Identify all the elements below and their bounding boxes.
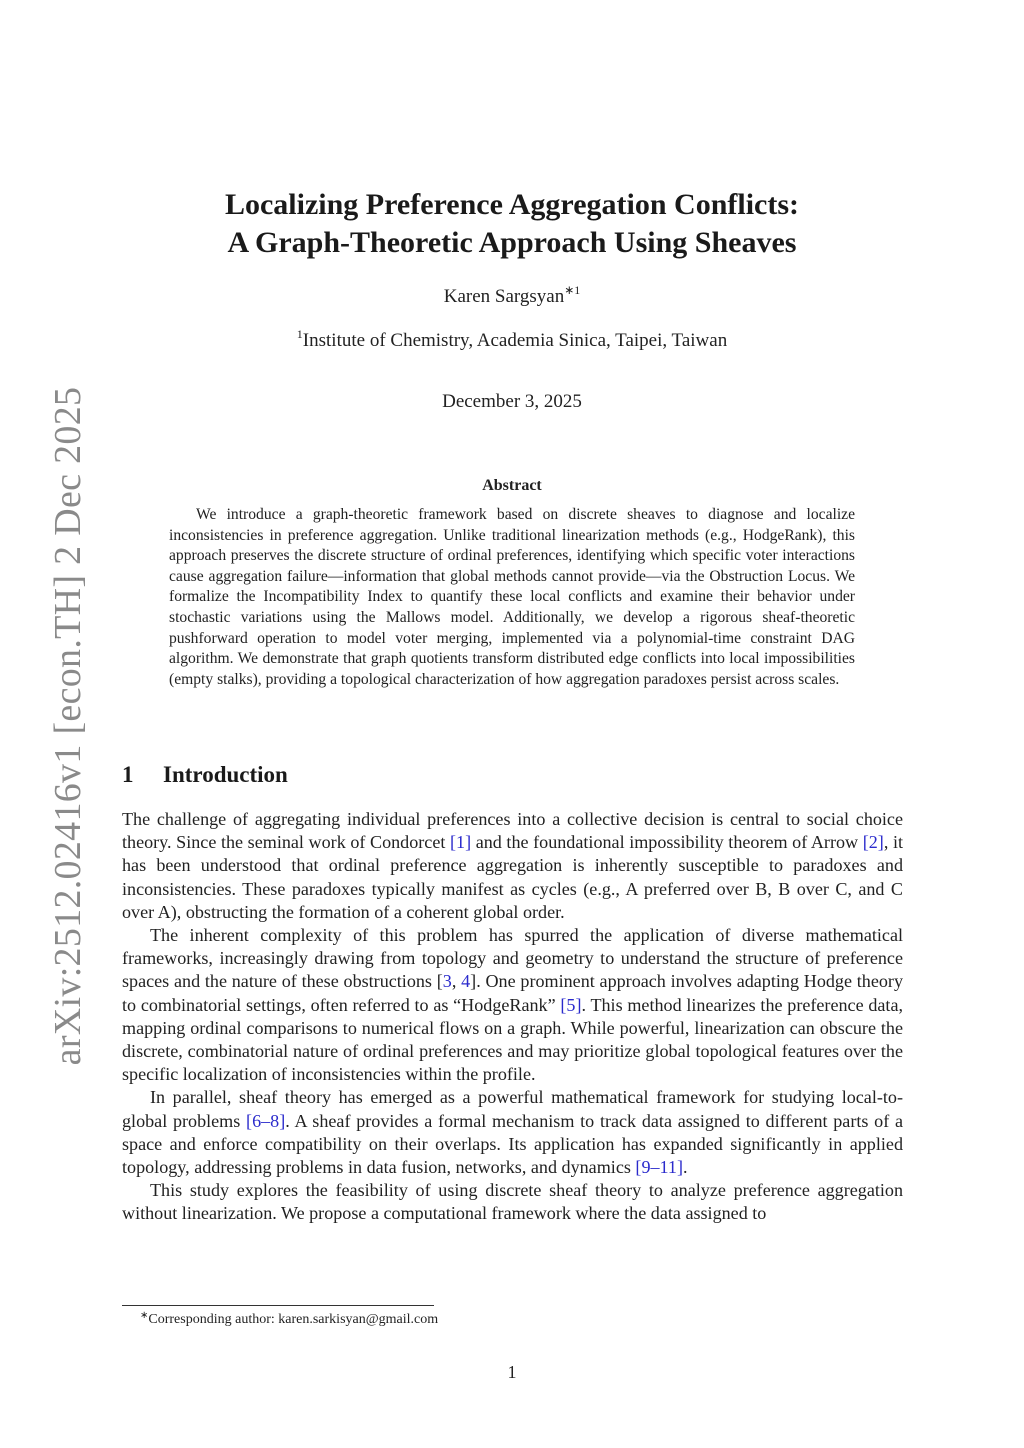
paragraph-3	[122, 1086, 903, 1179]
title-line-1: Localizing Preference Aggregation Conflicts:	[224, 188, 800, 221]
abstract-text: We introduce a graph-theoretic framework based on discrete sheaves to diagnose and localize inconsistencies in preference aggregation. Unlike traditional linearization methods (e.g., HodgeRank), this approach preserves the discrete structure of ordinal preferences, identifying which specific voter interactions cause aggregation failure—information that global methods cannot provide—via the Obstruction Locus. We formalize the Incompatibility Index to quantify these local conflicts and examine their behavior under stochastic variations using the Mallows model. Additionally, we develop a rigorous sheaf-theoretic pushforward operation to model voter merging, implemented via a polynomial-time constraint DAG algorithm. We demonstrate that graph quotients transform distributed edge conflicts into local impossibilities (empty stalks), providing a topological characterization of how aggregation paradoxes persist across scales.	[169, 506, 855, 688]
paragraph-1-text-b: and the foundational impossibility theorem of Arrow	[471, 832, 863, 853]
paragraph-3-text-c: .	[683, 1157, 688, 1178]
paragraph-3-text-a: In parallel, sheaf theory has emerged as a powerful mathematical framework for studying local-to-global problems	[122, 1087, 903, 1131]
author-line	[120, 283, 904, 308]
footnote-corresponding-author	[140, 1312, 438, 1328]
page-number: 1	[507, 1362, 517, 1382]
paragraph-1-text-c: , it has been understood that ordinal preference aggregation is inherently susceptible to paradoxes and inconsistencies. These paradoxes typically manifest as cycles (e.g., A preferred over B, B over C, and C over A), obstructing the formation of a coherent global order.	[122, 832, 903, 922]
affiliation-line	[120, 327, 904, 352]
paragraph-4-text-a: This study explores the feasibility of using discrete sheaf theory to analyze preference aggregation without linearization. We propose a computational framework where the data assigned to	[122, 1180, 903, 1224]
introduction-body	[122, 808, 903, 1226]
citation-link-3[interactable]: 3	[442, 971, 452, 992]
citation-separator: ,	[451, 971, 462, 992]
title-line-2: A Graph-Theoretic Approach Using Sheaves	[227, 226, 797, 259]
citation-link-5[interactable]: [5]	[560, 994, 582, 1015]
section-title: Introduction	[163, 762, 288, 787]
paragraph-2-text-c: . This method linearizes the preference data, mapping ordinal comparisons to numerical flows on a graph. While powerful, linearization can obscure the discrete, combinatorial nature of ordinal preferences and may prioritize global topological features over the specific localization of inconsistencies within the profile.	[122, 994, 904, 1085]
affiliation-text: Institute of Chemistry, Academia Sinica, Taipei, Taiwan	[302, 330, 728, 351]
footnote-mark: ∗	[140, 1310, 149, 1321]
arxiv-identifier-stamp: arXiv:2512.02416v1 [econ.TH] 2 Dec 2025	[47, 386, 89, 1066]
citation-link-2[interactable]: [2]	[862, 832, 884, 853]
paragraph-4	[122, 1179, 903, 1225]
paragraph-2-text-b: ]. One prominent approach involves adapting Hodge theory to combinatorial settings, often referred to as “HodgeRank”	[122, 971, 903, 1015]
footnote-divider	[122, 1305, 434, 1306]
citation-link-9-11[interactable]: [9–11]	[635, 1157, 683, 1178]
author-marks: ∗1	[564, 283, 581, 297]
citation-link-1[interactable]: [1]	[450, 832, 472, 853]
paragraph-1-text-a: The challenge of aggregating individual preferences into a collective decision is central to social choice theory. Since the seminal work of Condorcet	[122, 809, 903, 853]
paragraph-1	[122, 808, 903, 924]
affiliation-mark: 1	[296, 327, 303, 341]
section-heading-introduction	[122, 762, 288, 788]
author-name: Karen Sargsyan	[443, 286, 565, 307]
paragraph-3-text-b: . A sheaf provides a formal mechanism to track data assigned to different parts of a space and enforce compatibility on their overlaps. Its application has expanded significantly in applied topology, addressing problems in data fusion, networks, and dynamics	[122, 1110, 903, 1178]
paper-title	[120, 186, 904, 262]
paragraph-2	[122, 924, 903, 1086]
paragraph-2-text-a: The inherent complexity of this problem has spurred the application of diverse mathematical frameworks, increasingly drawing from topology and geometry to understand the structure of preference spaces and the nature of these obstructions [	[122, 925, 903, 992]
publication-date: December 3, 2025	[442, 391, 582, 412]
footnote-text: Corresponding author: karen.sarkisyan@gmail.com	[148, 1312, 439, 1327]
section-number: 1	[122, 762, 134, 787]
citation-link-4[interactable]: 4	[461, 971, 471, 992]
citation-link-6-8[interactable]: [6–8]	[246, 1110, 286, 1131]
abstract-heading: Abstract	[482, 477, 542, 494]
